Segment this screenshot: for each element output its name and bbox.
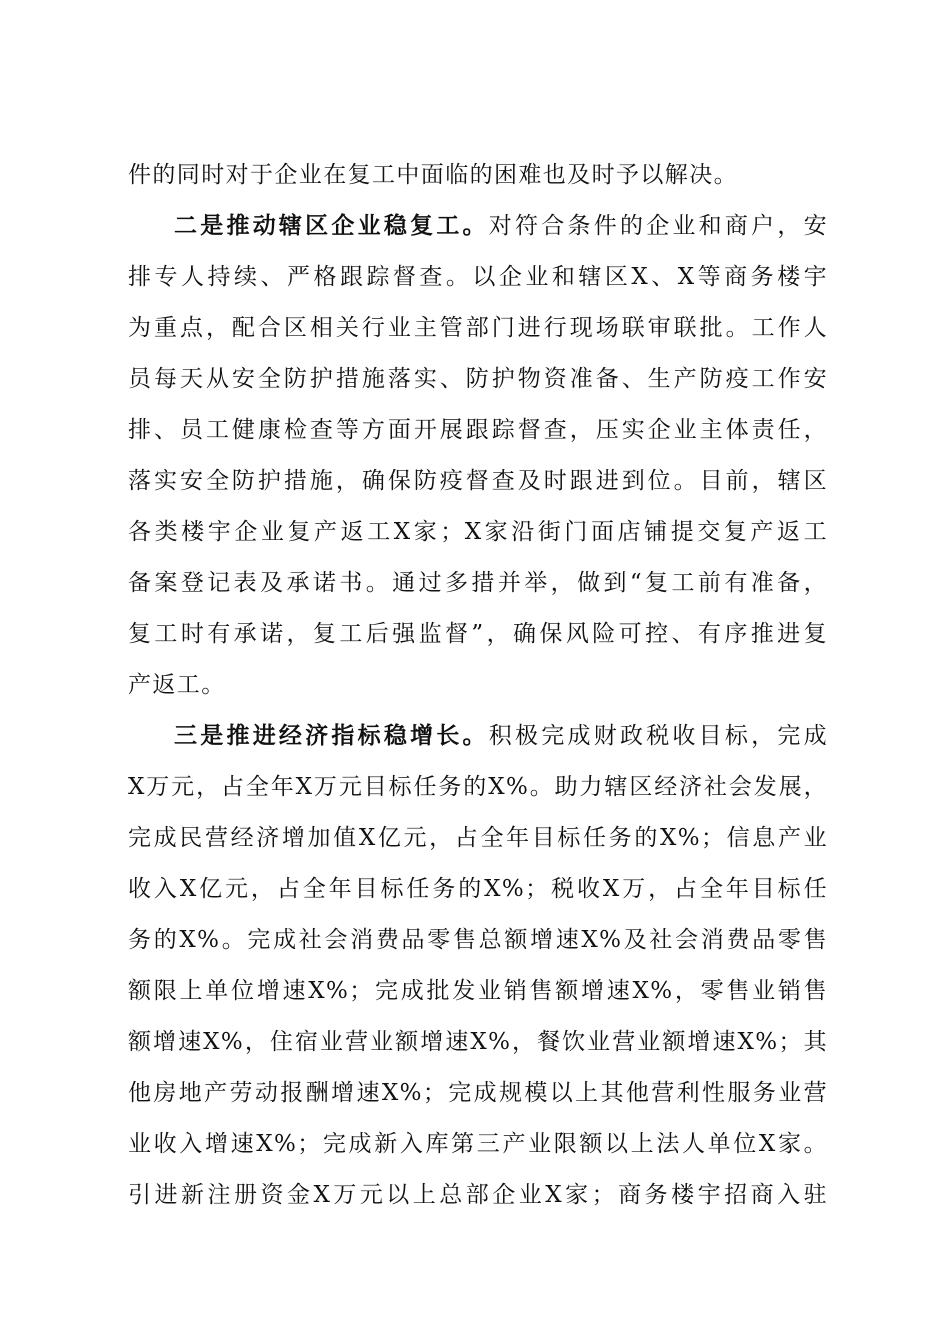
paragraph-3-first-line — [128, 711, 828, 762]
text-line: 排、员工健康检查等方面开展跟踪督查，压实企业主体责任， — [128, 417, 828, 443]
text-line: 收入X亿元，占全年目标任务的X%；税收X万，占全年目标任 — [128, 876, 828, 902]
text-line: 他房地产劳动报酬增速X%；完成规模以上其他营利性服务业营 — [128, 1080, 828, 1106]
text-line: 务的X%。完成社会消费品零售总额增速X%及社会消费品零售 — [128, 927, 828, 953]
text-line: 备案登记表及承诺书。通过多措并举，做到“复工前有准备， — [128, 570, 828, 596]
text-line: 为重点，配合区相关行业主管部门进行现场联审联批。工作人 — [128, 315, 828, 341]
text-line: 排专人持续、严格跟踪督查。以企业和辖区X、X等商务楼宇 — [128, 264, 828, 290]
text-line: 对符合条件的企业和商户，安 — [488, 213, 828, 239]
text-line: 件的同时对于企业在复工中面临的困难也及时予以解决。 — [128, 162, 738, 188]
text-line: 员每天从安全防护措施落实、防护物资准备、生产防疫工作安 — [128, 366, 828, 392]
text-line: 额增速X%，住宿业营业额增速X%，餐饮业营业额增速X%；其 — [128, 1029, 828, 1055]
document-body — [128, 150, 828, 1221]
text-line: 复工时有承诺，复工后强监督”，确保风险可控、有序推进复 — [128, 621, 828, 647]
paragraph-lead: 二是推动辖区企业稳复工。 — [174, 213, 489, 239]
text-line: 引进新注册资金X万元以上总部企业X家；商务楼宇招商入驻 — [128, 1182, 828, 1208]
paragraph-2-first-line — [128, 201, 828, 252]
text-line: 额限上单位增速X%；完成批发业销售额增速X%，零售业销售 — [128, 978, 828, 1004]
text-line: X万元，占全年X万元目标任务的X%。助力辖区经济社会发展， — [128, 774, 828, 800]
text-line: 业收入增速X%；完成新入库第三产业限额以上法人单位X家。 — [128, 1131, 828, 1157]
text-line: 产返工。 — [128, 672, 226, 698]
text-line: 落实安全防护措施，确保防疫督查及时跟进到位。目前，辖区 — [128, 468, 828, 494]
text-line: 完成民营经济增加值X亿元，占全年目标任务的X%；信息产业 — [128, 825, 828, 851]
text-line: 各类楼宇企业复产返工X家；X家沿街门面店铺提交复产返工 — [128, 519, 828, 545]
text-line: 积极完成财政税收目标，完成 — [488, 723, 828, 749]
paragraph-lead: 三是推进经济指标稳增长。 — [174, 723, 489, 749]
